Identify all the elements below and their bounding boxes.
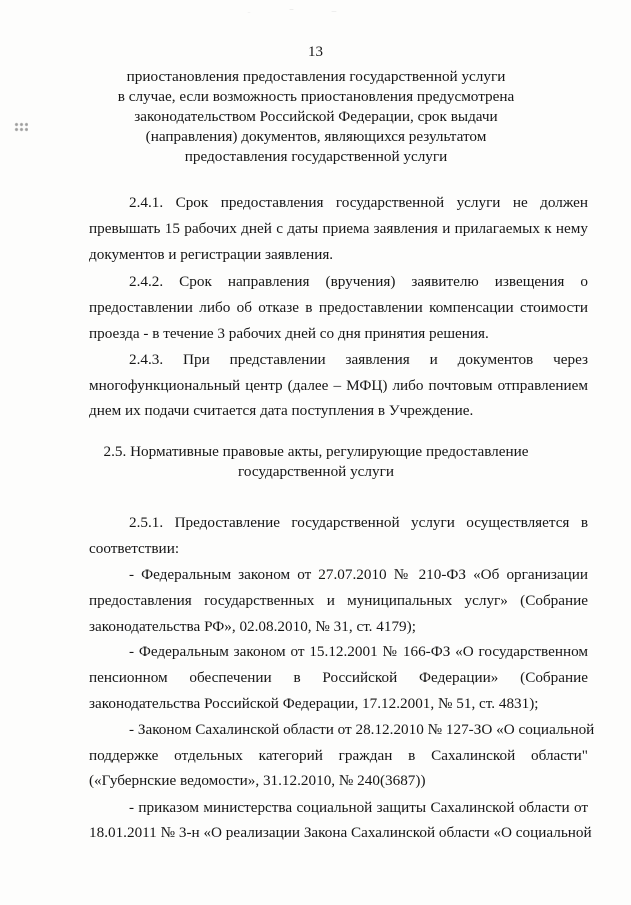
paragraph-2-4-3-line: многофункциональный центр (далее – МФЦ) либо почтовым отправлением <box>89 377 588 394</box>
section-heading-2-5 <box>90 442 542 482</box>
paragraph-2-5-1-line: 2.5.1. Предоставление государственной услуги осуществляется в <box>129 514 588 531</box>
scan-artifact-left <box>14 122 28 132</box>
paragraph-2-4-2-line: предоставлении либо об отказе в предоставлении компенсации стоимости <box>89 299 588 316</box>
paragraph-2-5-1-line: соответствии: <box>89 540 180 557</box>
paragraph-2-4-2-line: 2.4.2. Срок направления (вручения) заявителю извещения о <box>129 273 588 290</box>
law-item-line: законодательства Российской Федерации, 17.12.2001, № 51, ст. 4831); <box>89 695 539 712</box>
paragraph-2-4-3-line: днем их подачи считается дата поступления в Учреждение. <box>89 402 474 419</box>
heading-line: (направления) документов, являющихся результатом <box>145 128 487 145</box>
paragraph-2-4-1-line: 2.4.1. Срок предоставления государственной услуги не должен <box>129 194 588 211</box>
heading-line: государственной услуги <box>238 463 394 480</box>
law-item-line: - Федеральным законом от 27.07.2010 № 210-ФЗ «Об организации <box>129 566 588 583</box>
paragraph-2-4-3-line: 2.4.3. При представлении заявления и документов через <box>129 351 588 368</box>
law-item-line: поддержке отдельных категорий граждан в Сахалинской области" <box>89 747 588 764</box>
section-heading-2-4-end <box>110 67 522 167</box>
scan-artifact-top <box>215 4 385 18</box>
law-item-line: - Федеральным законом от 15.12.2001 № 166-ФЗ «О государственном <box>129 643 588 660</box>
law-item-line: пенсионном обеспечении в Российской Федерации» (Собрание <box>89 669 588 686</box>
law-item-line: законодательства РФ», 02.08.2010, № 31, ст. 4179); <box>89 618 416 635</box>
paragraph-2-4-1-line: превышать 15 рабочих дней с даты приема заявления и прилагаемых к нему <box>89 220 588 237</box>
law-item-line: предоставления государственных и муниципальных услуг» (Собрание <box>89 592 588 609</box>
paragraph-2-4-2-line: проезда - в течение 3 рабочих дней со дня принятия решения. <box>89 325 489 342</box>
page-number: 13 <box>308 44 323 60</box>
heading-line: предоставления государственной услуги <box>184 148 448 165</box>
law-item-line: 18.01.2011 № 3-н «О реализации Закона Сахалинской области «О социальной <box>89 824 592 841</box>
law-item-line: - Законом Сахалинской области от 28.12.2010 № 127-ЗО «О социальной <box>129 721 595 738</box>
heading-line: в случае, если возможность приостановления предусмотрена <box>117 88 515 105</box>
law-item-line: («Губернские ведомости», 31.12.2010, № 240(3687)) <box>89 772 426 789</box>
heading-line: 2.5. Нормативные правовые акты, регулирующие предоставление <box>103 443 529 460</box>
heading-line: законодательством Российской Федерации, срок выдачи <box>134 108 498 125</box>
paragraph-2-4-1-line: документов и регистрации заявления. <box>89 246 334 263</box>
heading-line: приостановления предоставления государственной услуги <box>126 68 506 85</box>
law-item-line: - приказом министерства социальной защиты Сахалинской области от <box>129 799 588 816</box>
